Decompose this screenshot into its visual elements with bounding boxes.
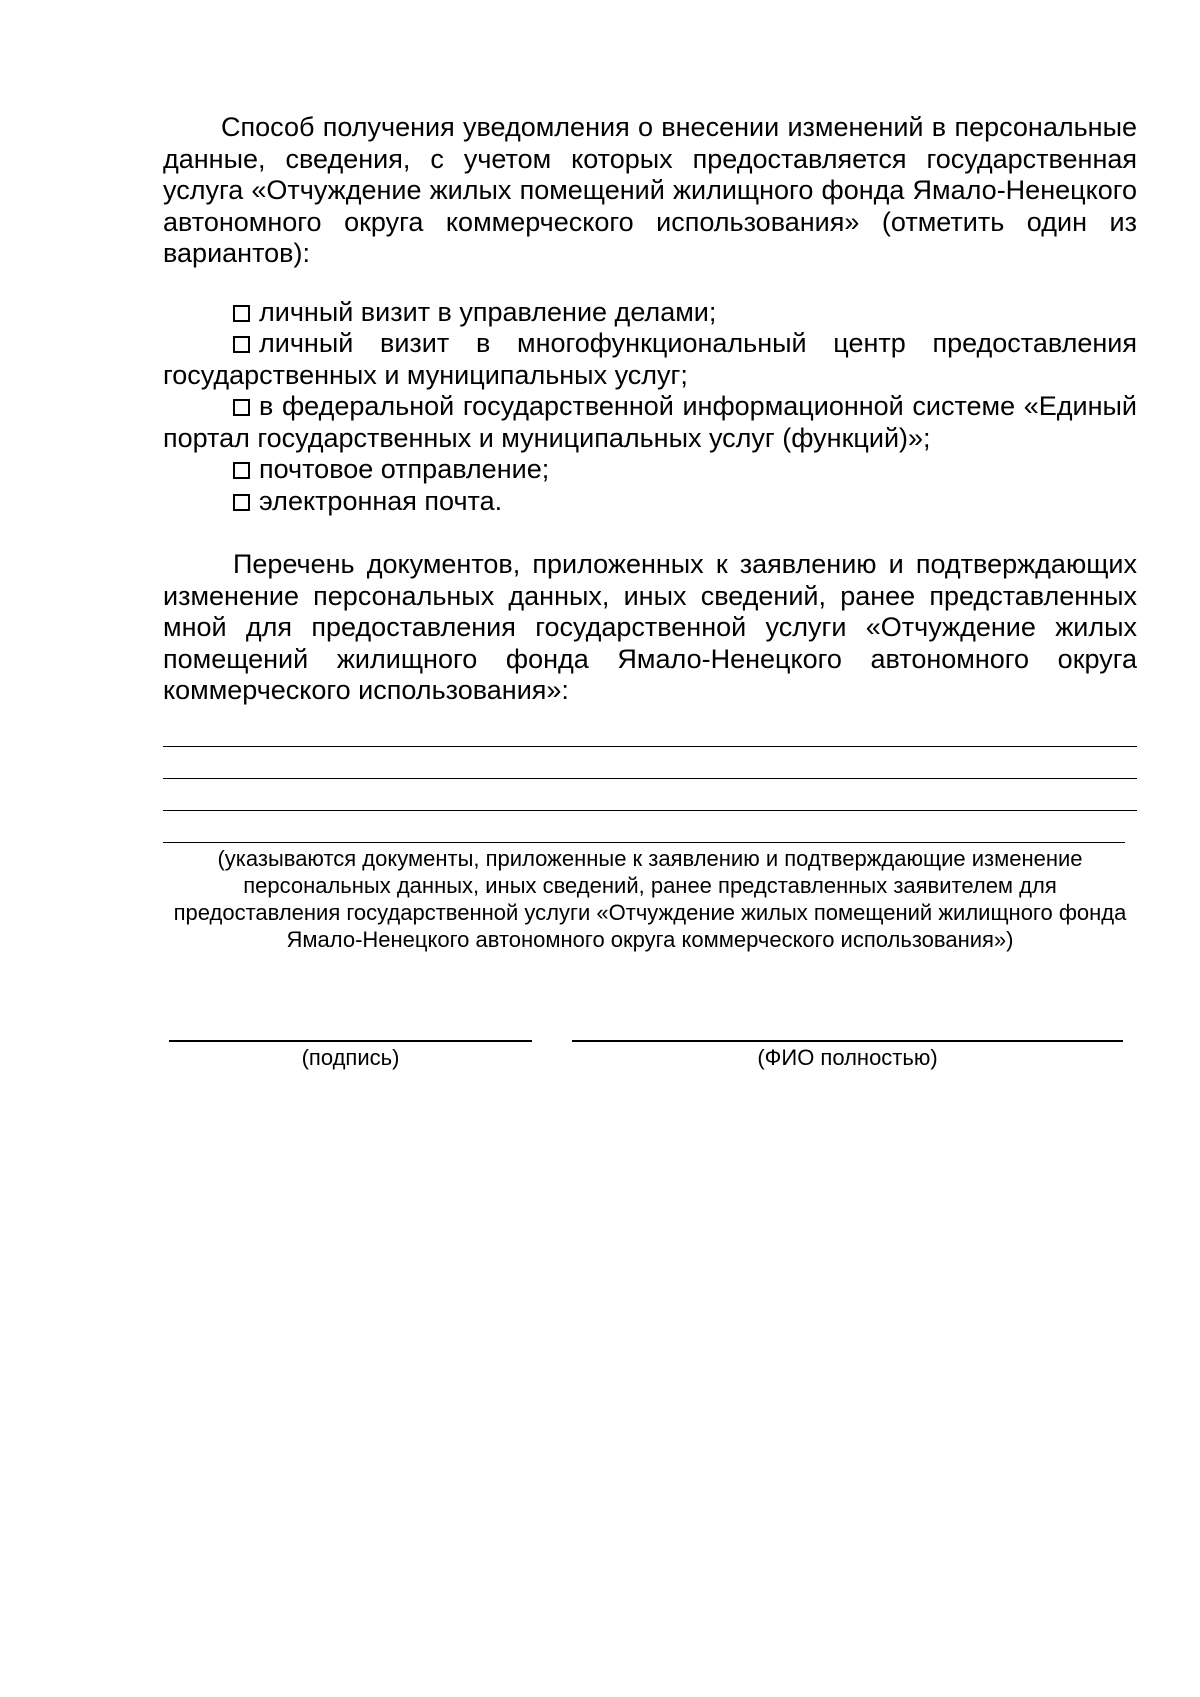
option-label: личный визит в управление делами; xyxy=(259,296,717,327)
checkbox-icon[interactable] xyxy=(233,462,250,479)
signature-field[interactable]: (подпись) xyxy=(169,1040,532,1071)
full-name-field[interactable]: (ФИО полностью) xyxy=(572,1040,1123,1071)
fill-line[interactable] xyxy=(163,811,1125,843)
option-label: в федеральной государственной информационной системе «Единый портал государственных и муниципальных услуг (функций)»; xyxy=(163,391,1137,453)
checkbox-icon[interactable] xyxy=(233,305,250,322)
documents-note: (указываются документы, приложенные к заявлению и подтверждающие изменение персональных данных, иных сведений, ранее представленных заявителем для предоставления государственной услуги «Отчуждение жилых помещений жилищного фонда Ямало-Ненецкого автономного округа коммерческого использования») xyxy=(173,845,1127,952)
notification-options xyxy=(163,297,1137,518)
option-label: почтовое отправление; xyxy=(259,454,550,484)
option-label: электронная почта. xyxy=(259,485,503,516)
option-personal-visit-mfc[interactable] xyxy=(163,328,1137,391)
notification-method-paragraph: Способ получения уведомления о внесении изменений в персональные данные, сведения, с учетом которых предоставляется государственная услуга «Отчуждение жилых помещений жилищного фонда Ямало-Ненецкого автономного округа коммерческого использования» (отметить один из вариантов): xyxy=(163,112,1137,268)
fill-line[interactable] xyxy=(163,715,1137,747)
documents-list-paragraph: Перечень документов, приложенных к заявлению и подтверждающих изменение персональных данных, иных сведений, ранее представленных мной для предоставления государственной услуги «Отчуждение жилых помещений жилищного фонда Ямало-Ненецкого автономного округа коммерческого использования»: xyxy=(163,549,1137,705)
fill-line[interactable] xyxy=(163,747,1137,779)
option-label: личный визит в многофункциональный центр предоставления государственных и муниципальных услуг; xyxy=(163,328,1137,390)
document-page xyxy=(163,112,1137,1070)
checkbox-icon[interactable] xyxy=(233,399,250,416)
option-postal[interactable] xyxy=(163,454,1137,486)
option-gosuslugi-portal[interactable] xyxy=(163,391,1137,454)
checkbox-icon[interactable] xyxy=(233,494,250,511)
option-personal-visit-office[interactable] xyxy=(163,297,1137,329)
signature-block xyxy=(163,1040,1137,1100)
documents-fill-lines xyxy=(163,715,1137,843)
checkbox-icon[interactable] xyxy=(233,336,250,353)
option-email[interactable] xyxy=(163,486,1137,518)
fill-line[interactable] xyxy=(163,779,1137,811)
